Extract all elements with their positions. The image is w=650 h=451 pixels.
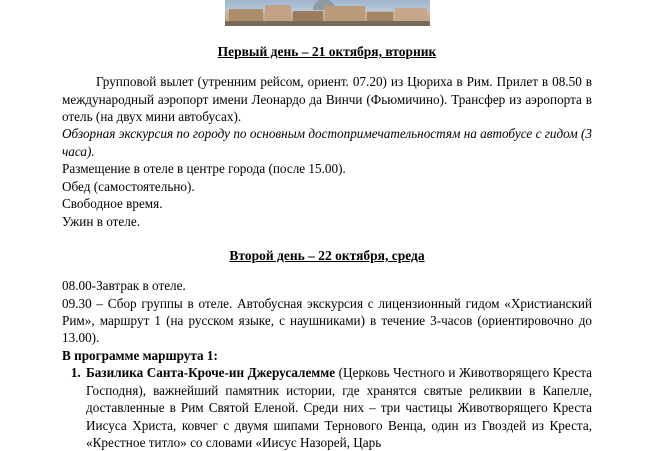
day1-paragraph-6: Ужин в отеле. xyxy=(62,213,140,229)
day1-heading: Первый день – 21 октября, вторник xyxy=(217,44,437,59)
day2-heading: Второй день – 22 октября, среда xyxy=(229,247,425,263)
program-list xyxy=(62,364,592,451)
day2-paragraph-2-plain: 09.30 – Сбор группы в отеле. xyxy=(62,295,238,311)
day1-paragraph-4: Обед (самостоятельно). xyxy=(62,178,195,194)
day1-paragraph-3: Размещение в отеле в центре города (после 15.00). xyxy=(62,161,346,177)
header-photo-strip xyxy=(62,0,592,26)
list-item-rest: (Церковь Честного и Животворящего Креста Господня), важнейший памятник истории, где хранятся святые реликвии в Капелле, доставленные в Рим Святой Еленой. Среди них – три частицы Животворящего Креста Иисуса Христа, ковчег с двумя шипами Тернового Венца, один из Гвоздей из Креста, «Крестное титло» со словами «Иисус Назорей, Царь xyxy=(86,365,592,450)
list-item-lead: Базилика Санта-Кроче-ин Джерусалемме xyxy=(86,365,336,381)
day1-paragraph-1: Групповой вылет (утренним рейсом, ориент. 07.20) из Цюриха в Рим. Прилет в 08.50 в международный аэропорт имени Леонардо да Винчи (Фьюмичино). Трансфер из аэропорта в отель (на двух мини автобусах). xyxy=(62,74,592,125)
list-item xyxy=(84,364,592,451)
spacer xyxy=(62,26,592,44)
spacer xyxy=(62,264,592,277)
day2-paragraph-2 xyxy=(62,295,592,347)
spacer xyxy=(62,60,592,73)
day2-paragraph-2-italic: Автобусная экскурсия с лицензионный гидом «Христианский Рим», маршрут 1 (на русском языке, с наушниками) в течение 3-часов (ориентировочно до 13.00). xyxy=(62,295,593,346)
day2-paragraph-1: 08.00-Завтрак в отеле. xyxy=(62,278,186,294)
rome-street-photo xyxy=(225,0,430,26)
program-title: В программе маршрута 1: xyxy=(62,347,218,363)
day1-paragraph-5: Свободное время. xyxy=(62,196,163,212)
day1-paragraph-2: Обзорная экскурсия по городу по основным достопримечательностям на автобусе с гидом (3 часа). xyxy=(62,126,592,159)
street-shape xyxy=(225,21,430,26)
spacer xyxy=(62,230,592,248)
